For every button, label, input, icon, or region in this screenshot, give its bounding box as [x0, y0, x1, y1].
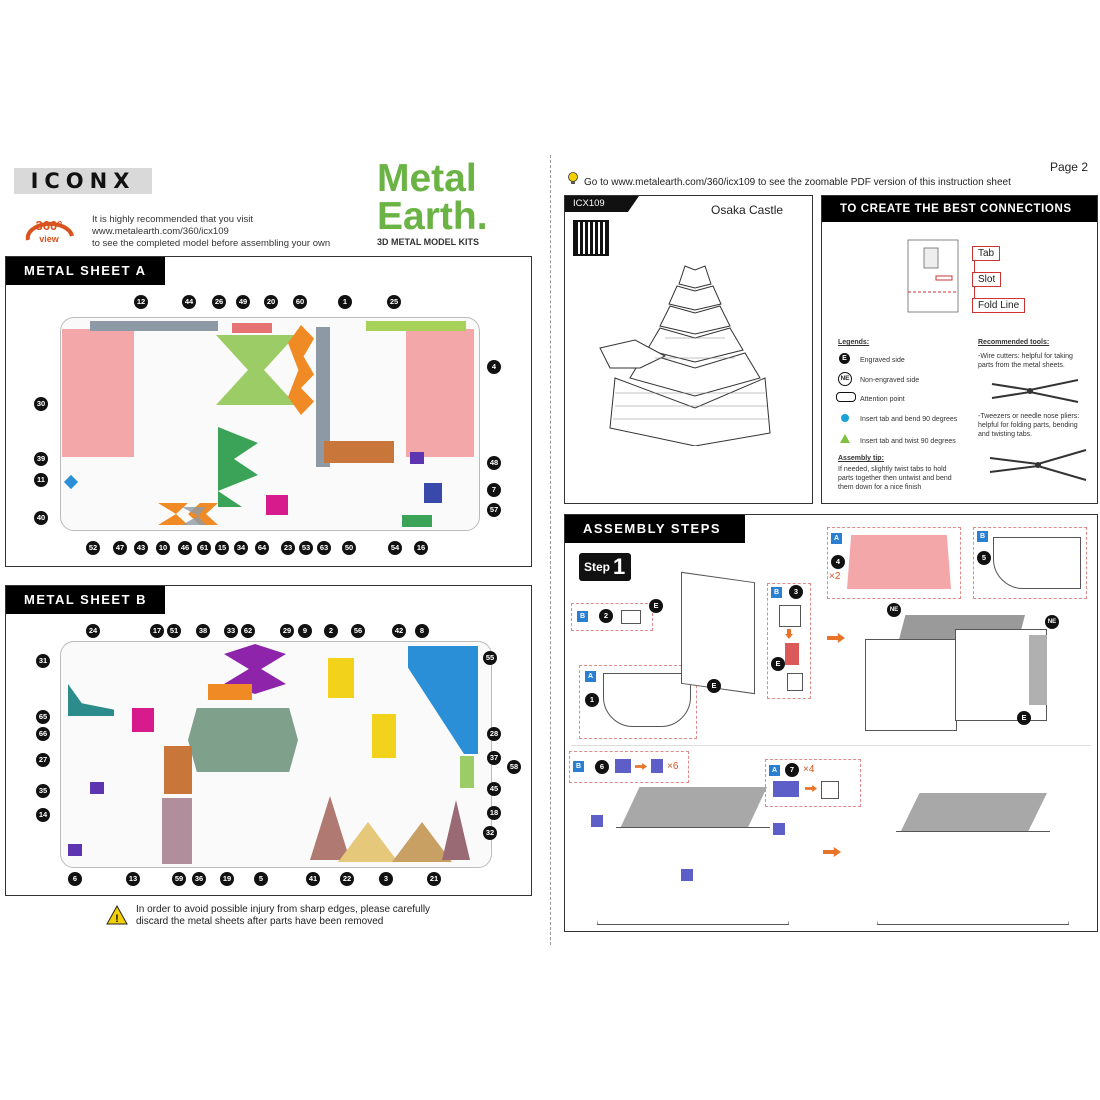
- step-1-badge: [579, 553, 631, 581]
- sheet-a-num-11: 11: [34, 473, 48, 487]
- sheet-a-num-16: 16: [414, 541, 428, 555]
- sheet-a-num-4: 4: [487, 360, 501, 374]
- wall-assembly-1: [681, 572, 755, 694]
- sheet-a-num-1: 1: [338, 295, 352, 309]
- sheet-a-num-54: 54: [388, 541, 402, 555]
- tool-pliers: -Tweezers or needle nose pliers: helpful for folding parts, bending and twisting tabs.: [978, 413, 1080, 438]
- result-2-tab-2: [773, 823, 785, 835]
- sheet-b-part-orange: [164, 746, 192, 794]
- zoomable-pdf-link[interactable]: Go to www.metalearth.com/360/icx109 to see the zoomable PDF version of this instruction sheet: [584, 177, 1011, 188]
- assembly-panel: [564, 514, 1098, 932]
- metal-sheet-b-title: METAL SHEET B: [6, 586, 165, 614]
- sheet-a-num-46: 46: [178, 541, 192, 555]
- sheet-b-num-9: 9: [298, 624, 312, 638]
- sheet-b-num-2: 2: [324, 624, 338, 638]
- warning-text: [136, 904, 430, 928]
- sheet-b-num-36: 36: [192, 872, 206, 886]
- sheet-b-num-18: 18: [487, 806, 501, 820]
- sheet-b-tag-3: B: [771, 587, 782, 598]
- view-360-icon: [16, 210, 82, 250]
- sheet-b-num-42: 42: [392, 624, 406, 638]
- sheet-a-num-23: 23: [281, 541, 295, 555]
- part-3-bottom: [785, 643, 799, 665]
- ref-5: 5: [977, 551, 991, 565]
- sheet-b-part-mauve: [162, 798, 192, 864]
- ref-ne-1: NE: [887, 603, 901, 617]
- sheet-a-num-20: 20: [264, 295, 278, 309]
- tab-label: Tab: [972, 246, 1000, 261]
- sheet-a-part-blue-roof: [424, 483, 442, 503]
- sheet-b-num-8: 8: [415, 624, 429, 638]
- sheet-b-part-purple-1: [90, 782, 104, 794]
- sheet-a-num-39: 39: [34, 452, 48, 466]
- result-2-tab-3: [681, 869, 693, 881]
- metal-sheet-b-panel: [5, 585, 532, 896]
- legend-bend: Insert tab and bend 90 degrees: [860, 416, 958, 423]
- warning-line1: In order to avoid possible injury from sharp edges, please carefully: [136, 904, 431, 915]
- multiplier-x6: ×6: [667, 761, 679, 772]
- tool-wire-cutters: -Wire cutters: helpful for taking parts from the metal sheets.: [978, 353, 1073, 369]
- sheet-b-num-6: 6: [68, 872, 82, 886]
- arrow-right-icon: [827, 633, 845, 643]
- bend-90-icon: [841, 414, 849, 422]
- sheet-a-num-47: 47: [113, 541, 127, 555]
- page-number: Page 2: [1049, 160, 1088, 174]
- sheet-a-part-roof-pink: [266, 495, 288, 515]
- pliers-icon: [988, 444, 1088, 486]
- sheet-a-num-26: 26: [212, 295, 226, 309]
- sheet-a-num-40: 40: [34, 511, 48, 525]
- ref-e-4: E: [1017, 711, 1031, 725]
- part-3-top: [779, 605, 801, 627]
- ref-3: 3: [789, 585, 803, 599]
- ref-e-3: E: [771, 657, 785, 671]
- model-code: ICX109: [573, 198, 605, 209]
- sheet-a-num-48: 48: [487, 456, 501, 470]
- twist-90-icon: [840, 434, 850, 443]
- ref-e-1: E: [649, 599, 663, 613]
- slot-label: Slot: [972, 272, 1001, 287]
- multiplier-x2: ×2: [829, 571, 841, 582]
- ref-2: 2: [599, 609, 613, 623]
- ref-7: 7: [785, 763, 799, 777]
- model-name: Osaka Castle: [711, 203, 784, 217]
- svg-text:!: !: [115, 913, 119, 925]
- legends-title: Legends:: [838, 339, 870, 346]
- sheet-a-part-30: [62, 329, 134, 457]
- sheet-a-num-34: 34: [234, 541, 248, 555]
- model-panel: [564, 195, 813, 504]
- connections-panel: [821, 195, 1098, 504]
- sheet-b-num-59: 59: [172, 872, 186, 886]
- part-7-folded-icon: [821, 781, 839, 799]
- sheet-a-num-43: 43: [134, 541, 148, 555]
- badge-view-text: view: [39, 234, 59, 244]
- intro-link[interactable]: www.metalearth.com/360/icx109: [92, 226, 229, 237]
- lightbulb-icon: [567, 172, 579, 186]
- sheet-a-num-44: 44: [182, 295, 196, 309]
- tools-title: Recommended tools:: [978, 339, 1050, 346]
- wire-cutters-icon: [990, 376, 1080, 406]
- sheet-b-num-41: 41: [306, 872, 320, 886]
- assembly-result-2: [597, 787, 787, 925]
- result-1-front: [865, 639, 957, 731]
- sheet-b-num-58: 58: [507, 760, 521, 774]
- sheet-b-tag: B: [577, 611, 588, 622]
- warning-icon: [106, 905, 128, 925]
- sheet-b-num-3: 3: [379, 872, 393, 886]
- sheet-b-num-17: 17: [150, 624, 164, 638]
- sheet-b-tag-5: B: [977, 531, 988, 542]
- part-6-folded-icon: [651, 759, 663, 773]
- sheet-b-num-37: 37: [487, 751, 501, 765]
- sheet-b-part-green-roof: [188, 708, 298, 772]
- sheet-b-part-yellow-2: [372, 714, 396, 758]
- sheet-b-num-51: 51: [167, 624, 181, 638]
- intro-line3: to see the completed model before assembling your own: [92, 238, 331, 249]
- sheet-a-num-57: 57: [487, 503, 501, 517]
- legend-non-engraved: Non-engraved side: [860, 377, 920, 384]
- sheet-a-num-64: 64: [255, 541, 269, 555]
- sheet-b-num-29: 29: [280, 624, 294, 638]
- sheet-b-num-28: 28: [487, 727, 501, 741]
- page-divider: [550, 155, 551, 945]
- connections-title: TO CREATE THE BEST CONNECTIONS: [822, 196, 1097, 222]
- sheet-a-num-49: 49: [236, 295, 250, 309]
- part-6-icon: [615, 759, 631, 773]
- sheet-a-num-53: 53: [299, 541, 313, 555]
- sheet-b-tag-6: B: [573, 761, 584, 772]
- result-1-pink-side: [1029, 635, 1047, 705]
- metal-sheet-a-title: METAL SHEET A: [6, 257, 165, 285]
- sheet-b-num-38: 38: [196, 624, 210, 638]
- warning-line2: discard the metal sheets after parts have been removed: [136, 916, 384, 927]
- sheet-b-num-31: 31: [36, 654, 50, 668]
- logo-line1: Metal: [377, 157, 477, 200]
- sheet-b-part-yellow: [328, 658, 354, 698]
- result-2-base: [597, 827, 789, 925]
- sheet-a-part-roof-brown: [324, 441, 394, 463]
- sheet-a-num-25: 25: [387, 295, 401, 309]
- sheet-a-num-50: 50: [342, 541, 356, 555]
- sheet-a-num-61: 61: [197, 541, 211, 555]
- legend-attention: Attention point: [860, 396, 905, 403]
- assembly-title: ASSEMBLY STEPS: [565, 515, 745, 543]
- sheet-b-num-14: 14: [36, 808, 50, 822]
- part-4-wall: [847, 535, 951, 589]
- legend-engraved: Engraved side: [860, 357, 905, 364]
- sheet-a-num-12: 12: [134, 295, 148, 309]
- step-word: Step: [584, 560, 611, 574]
- intro-line1: It is highly recommended that you visit: [92, 214, 254, 225]
- sheet-a-num-52: 52: [86, 541, 100, 555]
- result-2-tab-1: [591, 815, 603, 827]
- sheet-a-num-15: 15: [215, 541, 229, 555]
- sheet-a-part-purple: [410, 452, 424, 464]
- sheet-b-num-62: 62: [241, 624, 255, 638]
- arrow-right-icon-2: [823, 847, 841, 857]
- assembly-tip: If needed, slightly twist tabs to hold parts together then untwist and bend them down for a nice finish: [838, 466, 952, 491]
- ref-e-2: E: [707, 679, 721, 693]
- sheet-a-part-25: [366, 321, 466, 331]
- ref-6: 6: [595, 760, 609, 774]
- logo-line2: Earth.: [377, 195, 488, 238]
- fold-line-label: Fold Line: [972, 298, 1025, 313]
- brand-iconx: ICONX: [14, 168, 152, 194]
- sheet-b-num-24: 24: [86, 624, 100, 638]
- part-3-result: [787, 673, 803, 691]
- logo-subtitle: 3D METAL MODEL KITS: [377, 237, 480, 247]
- sheet-b-part-orange-2: [208, 684, 252, 700]
- badge-360-text: 360°: [35, 218, 63, 233]
- metal-earth-logo: [377, 157, 488, 238]
- assembly-tip-title: Assembly tip:: [838, 455, 884, 462]
- sheet-b-num-65: 65: [36, 710, 50, 724]
- sheet-b-num-5: 5: [254, 872, 268, 886]
- sheet-a-num-63: 63: [317, 541, 331, 555]
- part-1-wall: [603, 673, 691, 727]
- intro-text: [92, 214, 352, 250]
- sheet-b-part-green-small: [460, 756, 474, 788]
- ref-4: 4: [831, 555, 845, 569]
- result-3-base: [877, 831, 1069, 925]
- legend-twist: Insert tab and twist 90 degrees: [860, 438, 956, 445]
- sheet-a-tag: A: [585, 671, 596, 682]
- osaka-castle-illustration: [595, 258, 785, 446]
- sheet-a-num-30: 30: [34, 397, 48, 411]
- sheet-b-num-33: 33: [224, 624, 238, 638]
- sheet-a-part-4: [406, 329, 474, 457]
- ref-1: 1: [585, 693, 599, 707]
- sheet-b-num-56: 56: [351, 624, 365, 638]
- ref-ne-2: NE: [1045, 615, 1059, 629]
- non-engraved-icon: NE: [838, 372, 852, 386]
- qr-code-icon[interactable]: [573, 220, 609, 256]
- sheet-b-num-32: 32: [483, 826, 497, 840]
- sheet-a-part-12: [90, 321, 218, 331]
- sheet-a-tag-7: A: [769, 765, 780, 776]
- sheet-b-num-21: 21: [427, 872, 441, 886]
- sheet-b-num-13: 13: [126, 872, 140, 886]
- part-2-icon: [621, 610, 641, 624]
- sheet-b-num-22: 22: [340, 872, 354, 886]
- sheet-b-num-27: 27: [36, 753, 50, 767]
- metal-sheet-a-panel: [5, 256, 532, 567]
- tab-slot-diagram: [906, 236, 966, 316]
- attention-hand-icon: [836, 392, 856, 402]
- sheet-a-num-7: 7: [487, 483, 501, 497]
- sheet-b-num-19: 19: [220, 872, 234, 886]
- sheet-a-tag-4: A: [831, 533, 842, 544]
- section-divider: [571, 745, 1091, 746]
- sheet-b-num-55: 55: [483, 651, 497, 665]
- sheet-b-num-45: 45: [487, 782, 501, 796]
- engraved-icon: E: [839, 353, 850, 364]
- assembly-result-3: [877, 793, 1067, 923]
- sheet-a-part-26: [232, 323, 272, 333]
- sheet-b-part-magenta: [132, 708, 154, 732]
- sheet-a-num-60: 60: [293, 295, 307, 309]
- multiplier-x4: ×4: [803, 764, 815, 775]
- step-number: 1: [613, 554, 626, 579]
- sheet-a-part-green-gable: [402, 515, 432, 527]
- sheet-a-num-10: 10: [156, 541, 170, 555]
- part-5-wall: [993, 537, 1081, 589]
- sheet-b-part-purple-2: [68, 844, 82, 856]
- sheet-b-num-35: 35: [36, 784, 50, 798]
- sheet-b-num-66: 66: [36, 727, 50, 741]
